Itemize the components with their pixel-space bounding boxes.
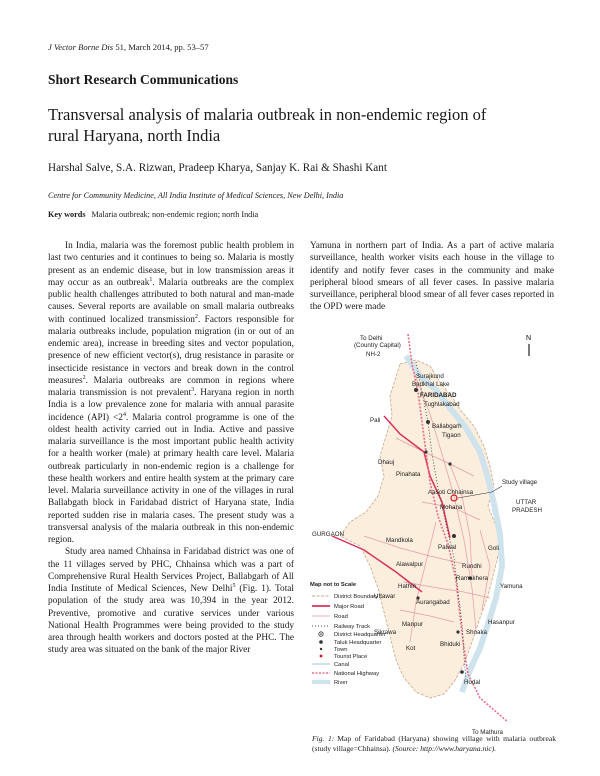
citation-ref[interactable]: 2 [194, 313, 198, 320]
map-label: Hathin [398, 583, 416, 590]
legend-tourist: Tourist Place [334, 654, 368, 660]
citation-ref[interactable]: 3 [191, 386, 195, 393]
map-label: Kot [406, 645, 416, 652]
article-title: Transversal analysis of malaria outbreak in non-endemic region of rural Haryana, north India [48, 105, 487, 145]
map-label: Bhiduki [440, 641, 461, 648]
map-label: Manpur [402, 621, 423, 628]
author-list: Harshal Salve, S.A. Rizwan, Pradeep Kharya, Sanjay K. Rai & Shashi Kant [48, 162, 387, 174]
map-label: To Delhi [360, 335, 383, 342]
map-label: GURGAON [312, 531, 344, 538]
map-label: Pali [370, 417, 381, 424]
text-run: . Malaria control programme is one of the oldest health activity carried out in India. Active and passive malaria surveillance is the most important public health activity for a health worker (male) at primary health care level. Malaria outbreak particularly in non-endemic region is a challenge for these health workers and entire health system at the primary care level. Malaria surveillance activity in one of the villages in rural Ballabgath block in Faridabad district of Haryana state, India reported sudden rise in malaria cases. The present study was a transversal analysis of the malaria outbreak in this non-endemic region. [48, 412, 294, 545]
map-label: Mohana [440, 504, 463, 511]
caption-source[interactable]: (Source: http://www.haryana.nic). [392, 744, 497, 754]
map-label: Dhauj [378, 459, 395, 466]
legend-title: Map not to Scale [310, 582, 357, 588]
citation-ref[interactable]: 5 [232, 582, 236, 589]
text-run: Study area named Chhainsa in Faridabad district was one of the 11 villages served by PHC, Chhainsa which was a part of Comprehensive Rural Health Services Project, Ballabgarh of All India Institute of Medical Sciences, New Delhi [48, 547, 294, 594]
map-label: Aurangabad [416, 599, 450, 606]
paragraph-intro [48, 240, 294, 546]
citation-ref[interactable]: 4 [122, 411, 126, 418]
legend-taluk-hq: Taluk Headquarter [334, 640, 382, 646]
journal-header [48, 42, 209, 52]
keywords-label: Key words [48, 210, 86, 219]
map-label: (Country Capital) [354, 342, 401, 349]
figure-caption [312, 734, 556, 754]
legend-major-road: Major Road [334, 604, 364, 610]
section-heading: Short Research Communications [48, 72, 239, 87]
map-legend [310, 582, 386, 686]
north-label: N [526, 335, 532, 342]
map-label: Hodal [464, 679, 481, 686]
legend-district-hq: District Headquarter [334, 632, 386, 638]
figure-label: Fig. 1: [312, 734, 335, 743]
map-label: Palwal [438, 544, 457, 551]
map-label: Badkhal Lake [412, 381, 450, 388]
keywords-line [48, 210, 258, 219]
map-label: Tughlakabad [424, 401, 460, 408]
keywords-text: Malaria outbreak; non-endemic region; north India [91, 210, 259, 219]
map-label: Alawalpur [396, 561, 424, 568]
map-label: Ramakhera [456, 575, 488, 582]
map-label: Sikrawa [374, 629, 397, 636]
legend-road: Road [334, 614, 348, 620]
map-label: Surajkund [416, 373, 444, 380]
map-label: Rundhi [462, 563, 482, 570]
text-run: . Factors responsible for malaria outbreaks include, population migration (in or out of an endemic area), increase in breeding sites and vector population, presence of new efficient vector(s), drug resistance in parasite or insecticide resistance in vectors and break down in the control measures [48, 314, 294, 386]
text-run: In India, malaria was the foremost public health problem in last two centuries and it continues to being so. Malaria is mostly present as an endemic disease, but in low transmission areas it may occur as an outbreak [48, 241, 294, 288]
map-label: Pinahata [396, 471, 421, 478]
legend-highway: National Highway [334, 671, 380, 677]
paragraph-study-area [48, 546, 294, 656]
legend-river: River [334, 680, 348, 686]
map-label: Uttawar [374, 593, 396, 600]
map-label: Study village [502, 479, 538, 486]
body-left-column [48, 240, 294, 657]
text-run: . Malaria outbreaks are the complex public health challenges attributed to both natural and man-made causes. Several reports are available on small malaria outbreaks with continued localized transmission [48, 277, 294, 325]
legend-district: District Boundary [334, 594, 379, 600]
map-label: Tigaon [442, 432, 461, 439]
paragraph-surveillance: Yamuna in northern part of India. As a part of active malaria surveillance, health worker visits each house in the village to identify and notify fever cases in the community and make peripheral blood smears of all fever cases. In passive malaria surveillance, peripheral blood smear of all fever cases reported in the OPD were made [310, 241, 554, 313]
map-label: Mandkola [386, 537, 413, 544]
map-label: Goli [488, 545, 500, 552]
map-label: Shoaka [466, 629, 487, 636]
map-label: NH-2 [366, 351, 381, 358]
map-label: FARIDABAD [420, 392, 457, 399]
journal-details: 51, March 2014, pp. 53–57 [115, 42, 209, 52]
citation-ref[interactable]: 2 [82, 374, 86, 381]
faridabad-map [304, 326, 556, 740]
affiliation: Centre for Community Medicine, All India Institute of Medical Sciences, New Delhi, India [48, 191, 344, 200]
map-label: Yamuna [500, 583, 523, 590]
map-label: Hasanpur [488, 619, 515, 626]
map-label: Aasoti Chhainsa [428, 489, 474, 496]
legend-town: Town [334, 647, 348, 653]
map-label: PRADESH [512, 507, 542, 514]
text-run: . Malaria outbreaks are common in regions where malaria transmission is not prevalent [48, 375, 294, 398]
text-run: . Haryana region in north India is a low prevalence zone for malaria with annual parasite incidence (API) <2 [48, 388, 294, 423]
text-run: (Fig. 1). Total population of the study area was 10,394 in the year 2012. Preventive, promotive and curative services under various National Health Programmes were being provided to the study area through health workers and doctors posted at the PHC. The study area was situated on the bank of the major River [48, 584, 294, 656]
caption-text: Map of Faridabad (Haryana) showing village with malaria outbreak (study village=Chhainsa). [312, 734, 556, 754]
legend-railway: Railway Track [334, 624, 371, 630]
legend-canal: Canal [334, 662, 350, 668]
body-right-column [310, 240, 554, 314]
map-label: Ballabgarh [432, 423, 462, 430]
map-label: To Mathura [472, 729, 503, 736]
citation-ref[interactable]: 1 [149, 276, 153, 283]
map-label: UTTAR [516, 499, 537, 506]
journal-name: J Vector Borne Dis [48, 42, 114, 52]
